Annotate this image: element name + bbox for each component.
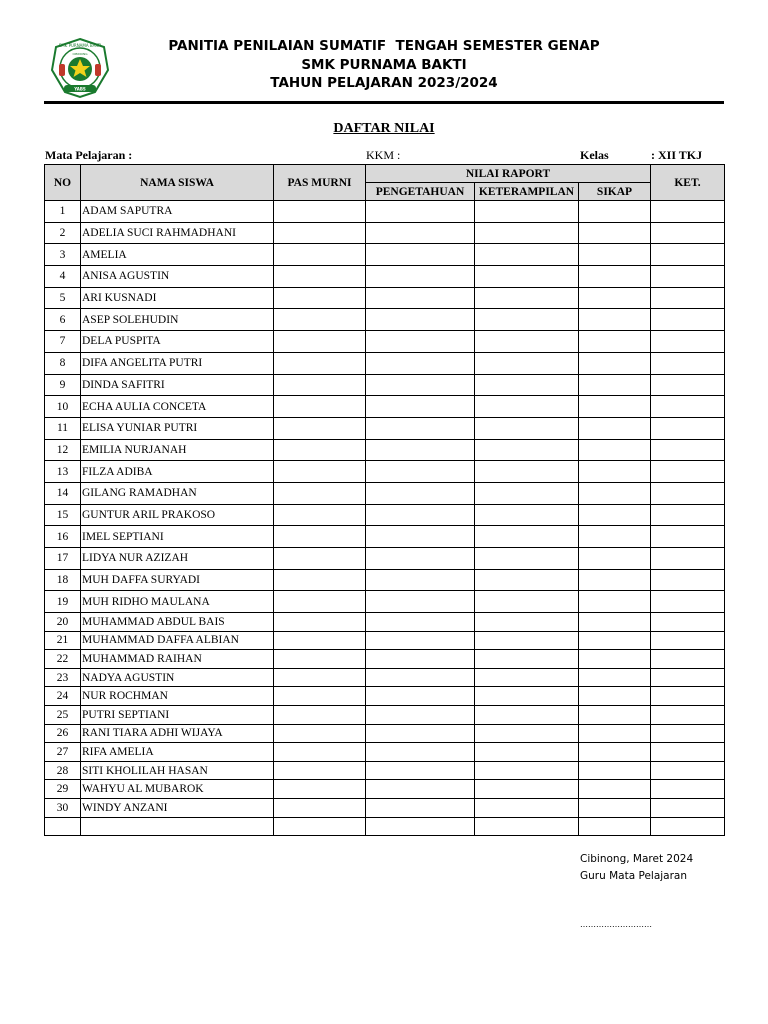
pengetahuan-cell — [366, 817, 475, 836]
sikap-cell — [579, 244, 651, 266]
student-name: EMILIA NURJANAH — [81, 439, 274, 461]
keterampilan-cell — [475, 526, 579, 548]
student-name: ELISA YUNIAR PUTRI — [81, 417, 274, 439]
row-number: 1 — [45, 201, 81, 223]
pengetahuan-cell — [366, 799, 475, 818]
pengetahuan-cell — [366, 724, 475, 743]
col-header-no: NO — [45, 165, 81, 201]
student-name: GILANG RAMADHAN — [81, 482, 274, 504]
pengetahuan-cell — [366, 504, 475, 526]
ket-cell — [651, 724, 725, 743]
sikap-cell — [579, 687, 651, 706]
table-row — [45, 266, 725, 288]
pas-murni-cell — [274, 687, 366, 706]
pas-murni-cell — [274, 706, 366, 725]
keterampilan-cell — [475, 761, 579, 780]
kkm-label: KKM : — [366, 148, 401, 162]
pengetahuan-cell — [366, 631, 475, 650]
ket-cell — [651, 761, 725, 780]
student-name: SITI KHOLILAH HASAN — [81, 761, 274, 780]
pengetahuan-cell — [366, 352, 475, 374]
sikap-cell — [579, 799, 651, 818]
keterampilan-cell — [475, 461, 579, 483]
row-number: 19 — [45, 591, 81, 613]
ket-cell — [651, 799, 725, 818]
ket-cell — [651, 504, 725, 526]
school-logo — [49, 37, 111, 99]
pengetahuan-cell — [366, 548, 475, 570]
sikap-cell — [579, 761, 651, 780]
logo-text-top: SMK PURNAMA BAKTI — [58, 43, 102, 48]
table-row — [45, 244, 725, 266]
keterampilan-cell — [475, 706, 579, 725]
keterampilan-cell — [475, 244, 579, 266]
document-title: DAFTAR NILAI — [333, 121, 435, 136]
table-row — [45, 817, 725, 836]
student-name: MUHAMMAD DAFFA ALBIAN — [81, 631, 274, 650]
student-name: MUH DAFFA SURYADI — [81, 569, 274, 591]
row-number: 3 — [45, 244, 81, 266]
sikap-cell — [579, 548, 651, 570]
table-row — [45, 761, 725, 780]
student-name: GUNTUR ARIL PRAKOSO — [81, 504, 274, 526]
pengetahuan-cell — [366, 650, 475, 669]
sikap-cell — [579, 526, 651, 548]
keterampilan-cell — [475, 266, 579, 288]
pas-murni-cell — [274, 761, 366, 780]
student-name: NADYA AGUSTIN — [81, 668, 274, 687]
student-name: DELA PUSPITA — [81, 331, 274, 353]
ket-cell — [651, 613, 725, 632]
sikap-cell — [579, 461, 651, 483]
row-number: 4 — [45, 266, 81, 288]
pas-murni-cell — [274, 668, 366, 687]
sikap-cell — [579, 650, 651, 669]
table-row — [45, 222, 725, 244]
table-row — [45, 650, 725, 669]
row-number: 12 — [45, 439, 81, 461]
row-number: 5 — [45, 287, 81, 309]
ket-cell — [651, 352, 725, 374]
sikap-cell — [579, 613, 651, 632]
keterampilan-cell — [475, 569, 579, 591]
pengetahuan-cell — [366, 331, 475, 353]
table-row — [45, 417, 725, 439]
pas-murni-cell — [274, 569, 366, 591]
pas-murni-cell — [274, 504, 366, 526]
signature-role: Guru Mata Pelajaran — [580, 870, 688, 882]
mata-pelajaran-label: Mata Pelajaran : — [45, 148, 133, 162]
table-row — [45, 668, 725, 687]
ket-cell — [651, 817, 725, 836]
student-name: ASEP SOLEHUDIN — [81, 309, 274, 331]
student-name: ANISA AGUSTIN — [81, 266, 274, 288]
row-number: 28 — [45, 761, 81, 780]
pengetahuan-cell — [366, 439, 475, 461]
table-row — [45, 613, 725, 632]
student-name: RANI TIARA ADHI WIJAYA — [81, 724, 274, 743]
col-header-sikap: SIKAP — [579, 183, 651, 201]
col-header-nama: NAMA SISWA — [81, 165, 274, 201]
pengetahuan-cell — [366, 287, 475, 309]
row-number: 21 — [45, 631, 81, 650]
table-row — [45, 591, 725, 613]
table-row — [45, 396, 725, 418]
sikap-cell — [579, 352, 651, 374]
sikap-cell — [579, 266, 651, 288]
student-name — [81, 817, 274, 836]
table-row — [45, 482, 725, 504]
pas-murni-cell — [274, 352, 366, 374]
row-number: 8 — [45, 352, 81, 374]
pas-murni-cell — [274, 287, 366, 309]
kelas-label: Kelas — [580, 148, 609, 162]
keterampilan-cell — [475, 817, 579, 836]
table-row — [45, 780, 725, 799]
ket-cell — [651, 650, 725, 669]
pas-murni-cell — [274, 650, 366, 669]
pas-murni-cell — [274, 482, 366, 504]
keterampilan-cell — [475, 396, 579, 418]
pengetahuan-cell — [366, 613, 475, 632]
keterampilan-cell — [475, 780, 579, 799]
row-number: 27 — [45, 743, 81, 762]
keterampilan-cell — [475, 287, 579, 309]
pas-murni-cell — [274, 780, 366, 799]
student-name: PUTRI SEPTIANI — [81, 706, 274, 725]
ket-cell — [651, 780, 725, 799]
ket-cell — [651, 743, 725, 762]
row-number: 29 — [45, 780, 81, 799]
col-header-pengetahuan: PENGETAHUAN — [366, 183, 475, 201]
ket-cell — [651, 417, 725, 439]
pas-murni-cell — [274, 374, 366, 396]
col-header-pas-murni: PAS MURNI — [274, 165, 366, 201]
ket-cell — [651, 687, 725, 706]
keterampilan-cell — [475, 504, 579, 526]
table-row — [45, 439, 725, 461]
pas-murni-cell — [274, 461, 366, 483]
row-number: 10 — [45, 396, 81, 418]
ket-cell — [651, 287, 725, 309]
sikap-cell — [579, 631, 651, 650]
sikap-cell — [579, 482, 651, 504]
table-row — [45, 548, 725, 570]
ket-cell — [651, 222, 725, 244]
student-name: FILZA ADIBA — [81, 461, 274, 483]
student-name: RIFA AMELIA — [81, 743, 274, 762]
sikap-cell — [579, 331, 651, 353]
ket-cell — [651, 706, 725, 725]
table-row — [45, 799, 725, 818]
pengetahuan-cell — [366, 222, 475, 244]
pengetahuan-cell — [366, 374, 475, 396]
pas-murni-cell — [274, 724, 366, 743]
sikap-cell — [579, 706, 651, 725]
row-number: 26 — [45, 724, 81, 743]
row-number: 15 — [45, 504, 81, 526]
pas-murni-cell — [274, 743, 366, 762]
pengetahuan-cell — [366, 668, 475, 687]
pengetahuan-cell — [366, 482, 475, 504]
pas-murni-cell — [274, 309, 366, 331]
sikap-cell — [579, 439, 651, 461]
header-divider — [44, 101, 724, 104]
sikap-cell — [579, 724, 651, 743]
keterampilan-cell — [475, 743, 579, 762]
keterampilan-cell — [475, 374, 579, 396]
student-name: DINDA SAFITRI — [81, 374, 274, 396]
pas-murni-cell — [274, 331, 366, 353]
student-name: ECHA AULIA CONCETA — [81, 396, 274, 418]
student-name: IMEL SEPTIANI — [81, 526, 274, 548]
row-number: 6 — [45, 309, 81, 331]
ket-cell — [651, 591, 725, 613]
sikap-cell — [579, 591, 651, 613]
keterampilan-cell — [475, 352, 579, 374]
pengetahuan-cell — [366, 244, 475, 266]
pas-murni-cell — [274, 244, 366, 266]
ket-cell — [651, 266, 725, 288]
keterampilan-cell — [475, 439, 579, 461]
student-name: ARI KUSNADI — [81, 287, 274, 309]
keterampilan-cell — [475, 201, 579, 223]
ket-cell — [651, 374, 725, 396]
table-row — [45, 706, 725, 725]
row-number: 9 — [45, 374, 81, 396]
table-row — [45, 631, 725, 650]
sikap-cell — [579, 396, 651, 418]
col-header-keterampilan: KETERAMPILAN — [475, 183, 579, 201]
pengetahuan-cell — [366, 591, 475, 613]
pengetahuan-cell — [366, 266, 475, 288]
sikap-cell — [579, 504, 651, 526]
keterampilan-cell — [475, 613, 579, 632]
keterampilan-cell — [475, 591, 579, 613]
sikap-cell — [579, 222, 651, 244]
row-number: 11 — [45, 417, 81, 439]
sikap-cell — [579, 817, 651, 836]
pas-murni-cell — [274, 548, 366, 570]
keterampilan-cell — [475, 799, 579, 818]
keterampilan-cell — [475, 668, 579, 687]
table-row — [45, 287, 725, 309]
pengetahuan-cell — [366, 687, 475, 706]
table-row — [45, 352, 725, 374]
sikap-cell — [579, 569, 651, 591]
pas-murni-cell — [274, 613, 366, 632]
sikap-cell — [579, 417, 651, 439]
pas-murni-cell — [274, 266, 366, 288]
student-name: ADELIA SUCI RAHMADHANI — [81, 222, 274, 244]
row-number: 16 — [45, 526, 81, 548]
pas-murni-cell — [274, 396, 366, 418]
ket-cell — [651, 631, 725, 650]
student-name: MUH RIDHO MAULANA — [81, 591, 274, 613]
row-number — [45, 817, 81, 836]
row-number: 18 — [45, 569, 81, 591]
student-name: WINDY ANZANI — [81, 799, 274, 818]
keterampilan-cell — [475, 650, 579, 669]
student-name: LIDYA NUR AZIZAH — [81, 548, 274, 570]
table-row — [45, 201, 725, 223]
col-header-nilai-raport: NILAI RAPORT — [366, 165, 651, 183]
ket-cell — [651, 548, 725, 570]
pas-murni-cell — [274, 817, 366, 836]
table-row — [45, 374, 725, 396]
ket-cell — [651, 244, 725, 266]
pengetahuan-cell — [366, 417, 475, 439]
pengetahuan-cell — [366, 743, 475, 762]
student-name: MUHAMMAD RAIHAN — [81, 650, 274, 669]
table-row — [45, 724, 725, 743]
pengetahuan-cell — [366, 396, 475, 418]
row-number: 2 — [45, 222, 81, 244]
logo-text-small: CIBINONG — [72, 52, 88, 56]
keterampilan-cell — [475, 548, 579, 570]
ket-cell — [651, 396, 725, 418]
keterampilan-cell — [475, 631, 579, 650]
ket-cell — [651, 526, 725, 548]
student-name: MUHAMMAD ABDUL BAIS — [81, 613, 274, 632]
keterampilan-cell — [475, 309, 579, 331]
table-row — [45, 526, 725, 548]
header-line-2: SMK PURNAMA BAKTI — [301, 56, 467, 73]
table-row — [45, 309, 725, 331]
sikap-cell — [579, 309, 651, 331]
table-row — [45, 743, 725, 762]
keterampilan-cell — [475, 482, 579, 504]
sikap-cell — [579, 780, 651, 799]
grades-table — [44, 164, 725, 836]
sikap-cell — [579, 743, 651, 762]
signature-line: ……………………… — [580, 920, 652, 929]
row-number: 14 — [45, 482, 81, 504]
ket-cell — [651, 569, 725, 591]
document-header — [120, 37, 648, 93]
student-name: DIFA ANGELITA PUTRI — [81, 352, 274, 374]
keterampilan-cell — [475, 687, 579, 706]
pas-murni-cell — [274, 799, 366, 818]
sikap-cell — [579, 668, 651, 687]
ket-cell — [651, 309, 725, 331]
student-name: AMELIA — [81, 244, 274, 266]
ket-cell — [651, 482, 725, 504]
table-row — [45, 461, 725, 483]
pas-murni-cell — [274, 222, 366, 244]
row-number: 23 — [45, 668, 81, 687]
pas-murni-cell — [274, 417, 366, 439]
student-name: NUR ROCHMAN — [81, 687, 274, 706]
sikap-cell — [579, 374, 651, 396]
pengetahuan-cell — [366, 706, 475, 725]
row-number: 17 — [45, 548, 81, 570]
student-name: ADAM SAPUTRA — [81, 201, 274, 223]
table-row — [45, 687, 725, 706]
row-number: 30 — [45, 799, 81, 818]
ket-cell — [651, 439, 725, 461]
pengetahuan-cell — [366, 461, 475, 483]
row-number: 22 — [45, 650, 81, 669]
row-number: 25 — [45, 706, 81, 725]
keterampilan-cell — [475, 724, 579, 743]
row-number: 7 — [45, 331, 81, 353]
table-row — [45, 569, 725, 591]
student-name: WAHYU AL MUBAROK — [81, 780, 274, 799]
pengetahuan-cell — [366, 526, 475, 548]
pengetahuan-cell — [366, 569, 475, 591]
logo-text-bottom: YABS — [74, 86, 86, 92]
pengetahuan-cell — [366, 761, 475, 780]
row-number: 20 — [45, 613, 81, 632]
row-number: 24 — [45, 687, 81, 706]
col-header-ket: KET. — [651, 165, 725, 201]
pas-murni-cell — [274, 526, 366, 548]
keterampilan-cell — [475, 331, 579, 353]
sikap-cell — [579, 287, 651, 309]
pas-murni-cell — [274, 591, 366, 613]
signature-place-date: Cibinong, Maret 2024 — [580, 853, 694, 865]
grades-table-body — [45, 201, 725, 836]
table-row — [45, 504, 725, 526]
pengetahuan-cell — [366, 201, 475, 223]
header-line-3: TAHUN PELAJARAN 2023/2024 — [270, 75, 498, 91]
table-row — [45, 331, 725, 353]
kelas-value: : XII TKJ — [651, 148, 703, 162]
sikap-cell — [579, 201, 651, 223]
pas-murni-cell — [274, 201, 366, 223]
keterampilan-cell — [475, 222, 579, 244]
pengetahuan-cell — [366, 780, 475, 799]
header-line-1: PANITIA PENILAIAN SUMATIF TENGAH SEMESTER GENAP — [168, 38, 600, 54]
row-number: 13 — [45, 461, 81, 483]
keterampilan-cell — [475, 417, 579, 439]
pas-murni-cell — [274, 439, 366, 461]
ket-cell — [651, 331, 725, 353]
ket-cell — [651, 668, 725, 687]
pengetahuan-cell — [366, 309, 475, 331]
ket-cell — [651, 201, 725, 223]
pas-murni-cell — [274, 631, 366, 650]
ket-cell — [651, 461, 725, 483]
